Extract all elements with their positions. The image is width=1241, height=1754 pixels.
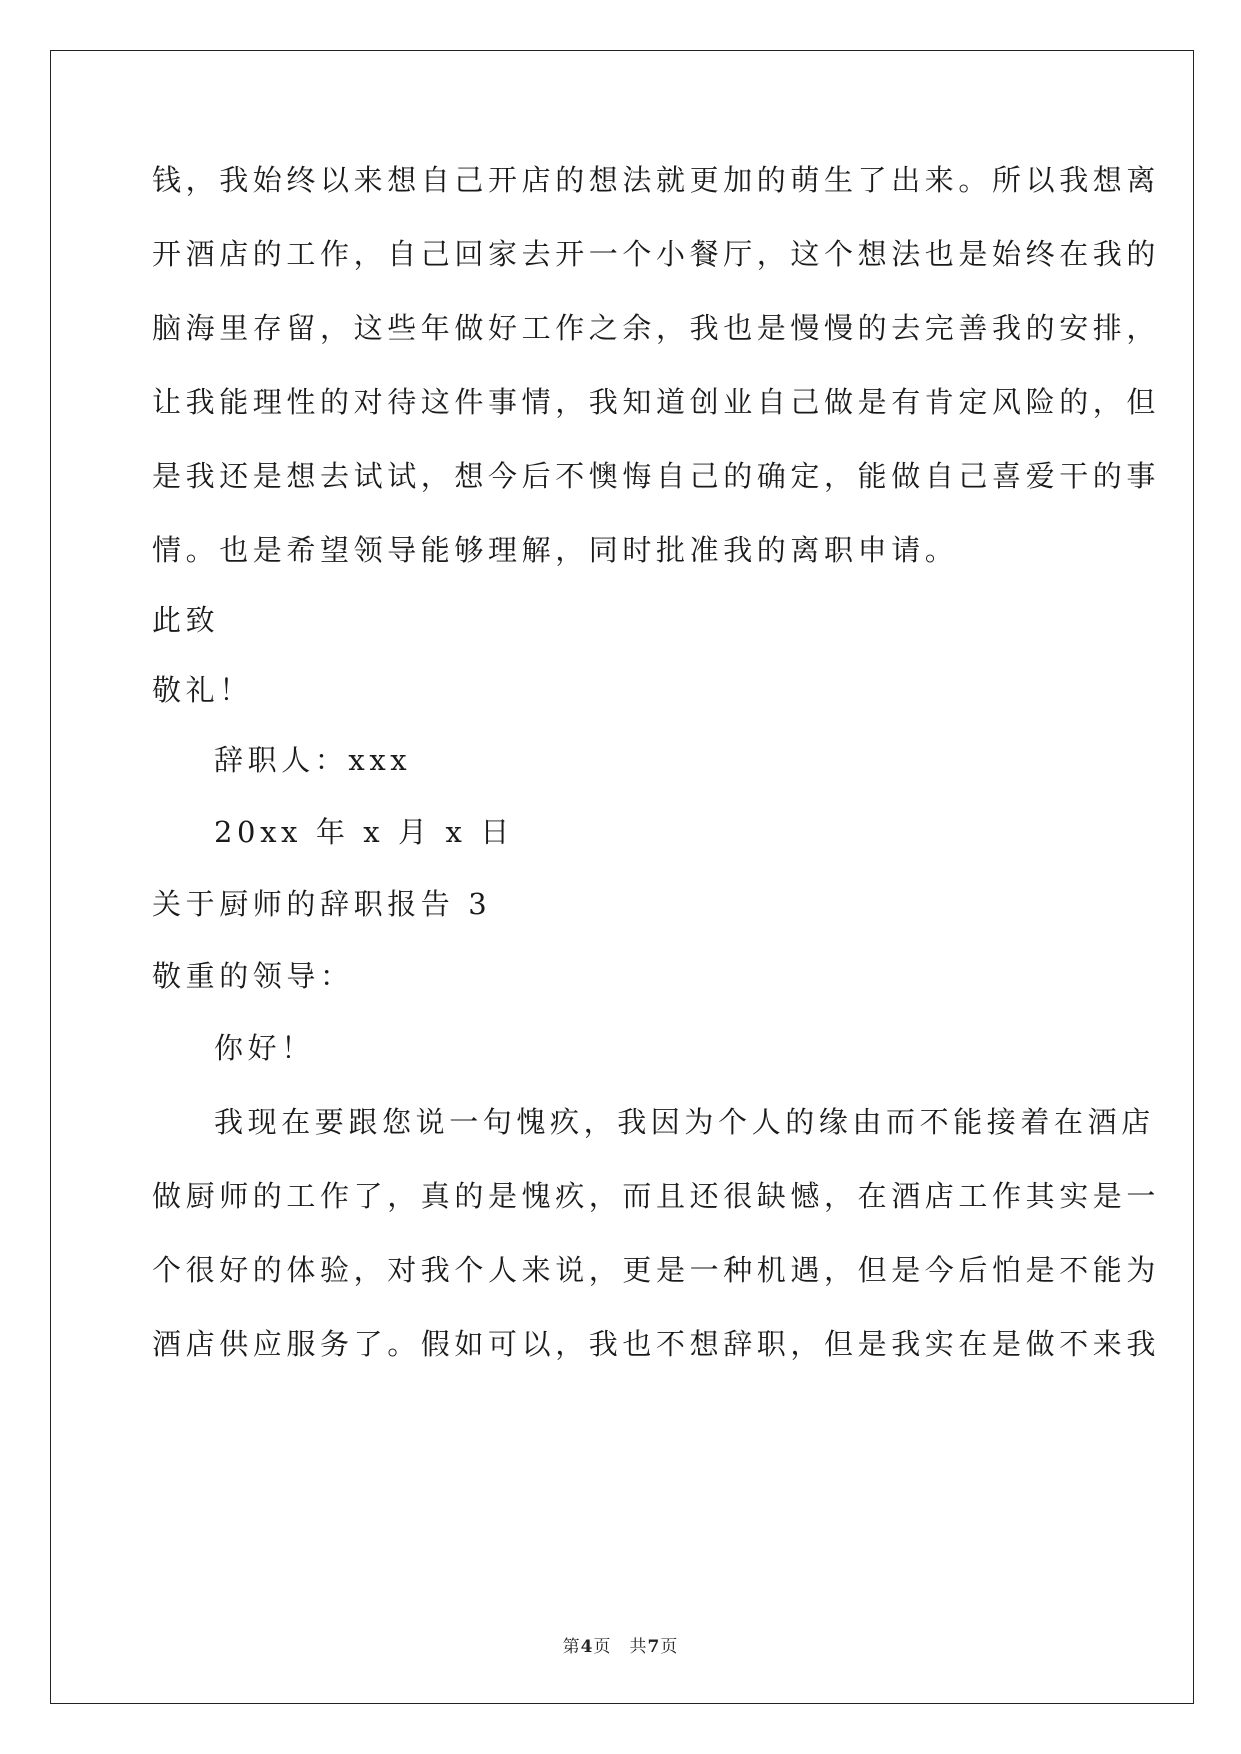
current-page-number: 4 — [580, 1637, 594, 1657]
paragraph-line: 我现在要跟您说一句愧疚，我因为个人的缘由而不能接着在酒店 — [214, 1105, 1155, 1139]
page-footer — [0, 1632, 1241, 1657]
footer-prefix: 第 — [562, 1637, 581, 1657]
paragraph-line: 是我还是想去试试，想今后不懊悔自己的确定，能做自己喜爱干的事 — [152, 459, 1161, 493]
greeting: 你好！ — [214, 1031, 315, 1065]
paragraph-line: 酒店供应服务了。假如可以，我也不想辞职，但是我实在是做不来我 — [152, 1327, 1161, 1361]
signer-line: 辞职人：xxx — [214, 743, 412, 777]
salutation: 敬重的领导： — [152, 959, 354, 993]
paragraph-line: 做厨师的工作了，真的是愧疚，而且还很缺憾，在酒店工作其实是一 — [152, 1179, 1161, 1213]
footer-total-prefix: 共 — [629, 1637, 648, 1657]
page-frame — [50, 50, 1194, 1704]
footer-page-unit: 页 — [593, 1637, 612, 1657]
footer-total-unit: 页 — [660, 1637, 679, 1657]
paragraph-line: 开酒店的工作，自己回家去开一个小餐厅，这个想法也是始终在我的 — [152, 237, 1161, 271]
paragraph-line: 个很好的体验，对我个人来说，更是一种机遇，但是今后怕是不能为 — [152, 1253, 1161, 1287]
paragraph-line: 脑海里存留，这些年做好工作之余，我也是慢慢的去完善我的安排， — [152, 311, 1161, 345]
closing-phrase: 此致 — [152, 603, 220, 637]
paragraph-line: 让我能理性的对待这件事情，我知道创业自己做是有肯定风险的，但 — [152, 385, 1161, 419]
paragraph-line: 情。也是希望领导能够理解，同时批准我的离职申请。 — [152, 533, 959, 567]
total-pages-number: 7 — [647, 1637, 661, 1657]
date-line: 20xx 年 x 月 x 日 — [214, 815, 514, 849]
paragraph-line: 钱，我始终以来想自己开店的想法就更加的萌生了出来。所以我想离 — [152, 163, 1161, 197]
section-title: 关于厨师的辞职报告 3 — [152, 887, 492, 921]
closing-salute: 敬礼！ — [152, 673, 253, 707]
